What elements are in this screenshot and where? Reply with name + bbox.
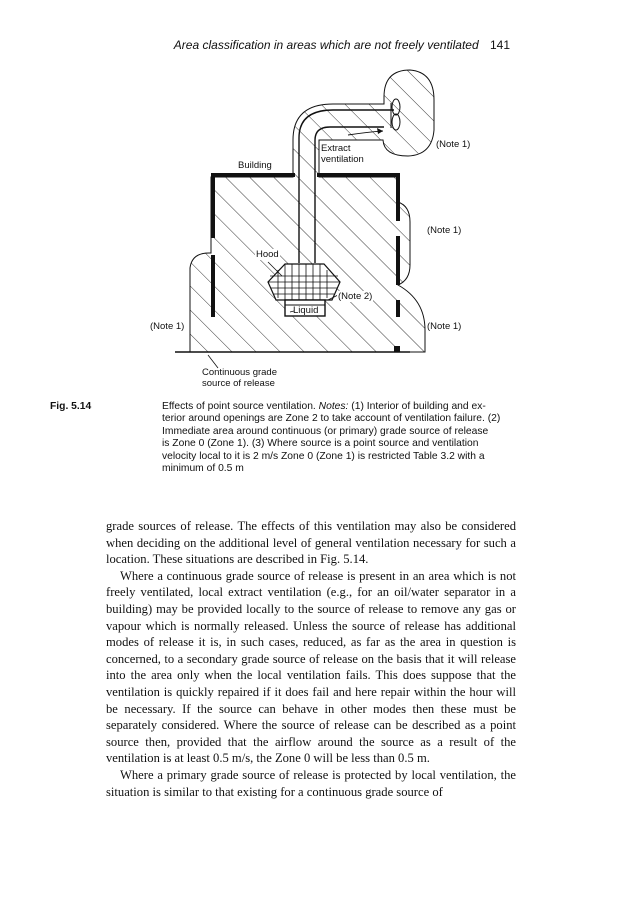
- caption-notes-word: Notes:: [318, 401, 349, 412]
- label-note1-right-low: (Note 1): [427, 321, 462, 332]
- paragraph-1: grade sources of release. The effects of this ventilation may also be considered when deciding on the additional level of general ventilation necessary for such a location. These situations are described in Fig. 5.14.: [106, 519, 516, 567]
- figure-number: Fig. 5.14: [50, 401, 92, 412]
- body-text: [106, 518, 516, 800]
- label-note1-fan: (Note 1): [436, 139, 471, 150]
- caption-line5: velocity local to it is 2 m/s Zone 0 (Zone 1) is restricted Table 3.2 with a: [162, 450, 485, 462]
- label-note1-left: (Note 1): [150, 321, 185, 332]
- paragraph-3: Where a primary grade source of release is protected by local ventilation, the situation is similar to that existing for a continuous grade source of: [106, 767, 516, 799]
- label-ventilation: ventilation: [321, 154, 364, 165]
- caption-line3: Immediate area around continuous (or primary) grade source of release: [162, 425, 489, 437]
- caption-line4: is Zone 0 (Zone 1). (3) Where source is a point source and ventilation: [162, 438, 479, 450]
- figure-caption: [50, 401, 516, 475]
- label-building: Building: [238, 160, 272, 171]
- figure-diagram: [0, 0, 629, 400]
- label-note2: (Note 2): [338, 291, 373, 302]
- label-note1-right-mid: (Note 1): [427, 225, 462, 236]
- label-continuous-2: source of release: [202, 378, 275, 389]
- caption-line6: minimum of 0.5 m: [162, 463, 244, 475]
- caption-line1-pre: Effects of point source ventilation.: [162, 401, 316, 412]
- label-liquid: Liquid: [293, 305, 319, 316]
- caption-line1-post: (1) Interior of building and ex-: [351, 401, 486, 412]
- label-continuous-1: Continuous grade: [202, 367, 277, 378]
- page-number: 141: [489, 38, 510, 52]
- caption-line2: terior around openings are Zone 2 to take account of ventilation failure. (2): [162, 413, 501, 425]
- paragraph-2: Where a continuous grade source of release is present in an area which is not freely ventilated, local extract ventilation (e.g., for an oil/water separator in a building) may be provided locally to the source of release to remove any gas or vapour which is normally released. Unless the source of release has additional modes of release it is, in such cases, reduced, as far as the area in question is concerned, to a secondary grade source of release on the basis that it will release into the area only when the local ventilation fails. This does suppose that the ventilation is quickly repaired if it does fail and here repair within the hour will be necessary. If the source can behave in other modes then these must be separately considered. Where the source of release can be described as a point source then, provided that the airflow around the source as a result of the ventilation is at least 0.5 m/s, the Zone 0 will be less than 0.5 m.: [106, 568, 516, 766]
- label-extract: Extract: [321, 143, 351, 154]
- running-title: Area classification in areas which are not freely ventilated: [173, 38, 479, 52]
- label-hood: Hood: [256, 249, 279, 260]
